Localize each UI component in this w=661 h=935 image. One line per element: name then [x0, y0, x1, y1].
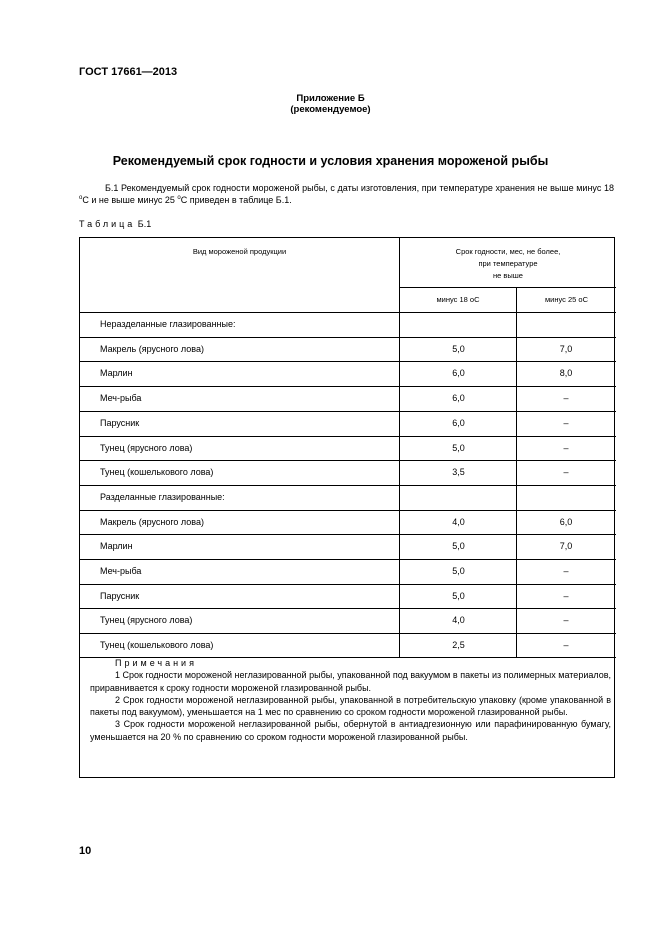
- row-value-minus-18: 4,0: [452, 517, 465, 527]
- row-name: Тунец (кошелькового лова): [100, 467, 214, 477]
- row-name: Тунец (ярусного лова): [100, 615, 193, 625]
- row-value-minus-18: 6,0: [452, 418, 465, 428]
- row-name: Макрель (ярусного лова): [100, 517, 204, 527]
- row-name: Парусник: [100, 418, 140, 428]
- row-line: [80, 559, 616, 560]
- header-product: Вид мороженой продукции: [192, 247, 287, 256]
- row-value-minus-25: 6,0: [559, 517, 573, 527]
- intro-paragraph: [79, 182, 614, 206]
- row-name: Марлин: [100, 368, 133, 378]
- section-title: Рекомендуемый срок годности и условия хранения мороженой рыбы: [112, 154, 549, 168]
- header-subdivider: [399, 287, 616, 288]
- appendix-title: Приложение Б: [296, 93, 365, 104]
- row-line: [80, 460, 616, 461]
- row-line: [80, 485, 616, 486]
- appendix-type: (рекомендуемое): [290, 104, 371, 115]
- row-value-minus-18: 5,0: [452, 591, 465, 601]
- table-caption: [79, 219, 151, 229]
- row-value-minus-18: 3,5: [452, 467, 465, 477]
- row-value-minus-25: –: [563, 467, 569, 477]
- row-line: [80, 608, 616, 609]
- row-value-minus-18: 2,5: [452, 640, 465, 650]
- note-2: 2 Срок годности мороженой неглазированной рыбы, упакованной в потребительскую упаковку (кроме упакованной в пакеты под вакуумом), уменьшается на 1 мес по сравнению со сроком годности мороженой глазированной рыбы.: [90, 694, 611, 718]
- row-name: Тунец (ярусного лова): [100, 443, 193, 453]
- header-minus-18: минус 18 оС: [436, 295, 480, 304]
- note-1: 1 Срок годности мороженой неглазированной рыбы, упакованной под вакуумом в пакеты из полимерных материалов, приравнивается к сроку годности мороженой глазированной рыбы.: [90, 670, 611, 693]
- row-value-minus-18: 6,0: [452, 368, 465, 378]
- row-name: Разделанные глазированные:: [100, 492, 225, 502]
- row-name: Неразделанные глазированные:: [100, 319, 236, 329]
- row-value-minus-25: –: [563, 591, 569, 601]
- appendix-heading: [0, 93, 661, 115]
- row-value-minus-25: 7,0: [559, 344, 573, 354]
- row-line: [80, 436, 616, 437]
- row-line: [80, 534, 616, 535]
- row-value-minus-25: 7,0: [559, 541, 573, 551]
- row-name: Тунец (кошелькового лова): [100, 640, 214, 650]
- degree-sign-2: о: [177, 195, 181, 201]
- page-number: 10: [79, 845, 92, 857]
- row-value-minus-25: –: [563, 615, 569, 625]
- storage-table: [79, 237, 615, 778]
- row-name: Марлин: [100, 541, 133, 551]
- row-value-minus-18: 5,0: [452, 541, 465, 551]
- row-line: [80, 337, 616, 338]
- row-value-minus-18: 5,0: [452, 344, 465, 354]
- document-code: ГОСТ 17661—2013: [79, 66, 178, 78]
- table-caption-number: Б.1: [135, 219, 152, 229]
- row-name: Меч-рыба: [100, 393, 142, 403]
- row-line: [80, 361, 616, 362]
- header-minus-25: минус 25 оС: [544, 295, 588, 304]
- header-term-line-1: Срок годности, мес, не более,: [455, 247, 561, 256]
- para-part-2: С и не выше минус 25: [82, 195, 178, 205]
- row-line: [80, 411, 616, 412]
- row-name: Парусник: [100, 591, 140, 601]
- row-value-minus-25: –: [563, 566, 569, 576]
- table-notes: [80, 657, 616, 743]
- row-value-minus-25: –: [563, 418, 569, 428]
- para-part-3: С приведен в таблице Б.1.: [180, 195, 292, 205]
- header-bottom-line: [80, 312, 616, 313]
- row-line: [80, 633, 616, 634]
- note-3: 3 Срок годности мороженой неглазированной рыбы, обернутой в антиадгезионную или парафинированную бумагу, уменьшается на 20 % по сравнению со сроком годности мороженой глазированной рыбы.: [90, 719, 611, 742]
- header-term-line-3: не выше: [493, 271, 523, 280]
- row-value-minus-25: –: [563, 640, 569, 650]
- row-value-minus-25: 8,0: [559, 368, 573, 378]
- row-value-minus-18: 5,0: [452, 566, 465, 576]
- row-value-minus-25: –: [563, 443, 569, 453]
- header-term: [400, 246, 616, 282]
- header-term-line-2: при температуре: [478, 259, 538, 268]
- row-line: [80, 386, 616, 387]
- row-value-minus-18: 4,0: [452, 615, 465, 625]
- degree-sign-1: о: [79, 195, 83, 201]
- row-line: [80, 510, 616, 511]
- para-part-1: Б.1 Рекомендуемый срок годности мороженой рыбы, с даты изготовления, при температуре хранения не выше минус 18: [105, 183, 614, 193]
- row-value-minus-18: 6,0: [452, 393, 465, 403]
- row-name: Макрель (ярусного лова): [100, 344, 204, 354]
- row-name: Меч-рыба: [100, 566, 142, 576]
- notes-title: Примечания: [115, 658, 197, 668]
- row-value-minus-25: –: [563, 393, 569, 403]
- table-caption-label: Таблица: [79, 219, 136, 229]
- row-value-minus-18: 5,0: [452, 443, 465, 453]
- row-line: [80, 584, 616, 585]
